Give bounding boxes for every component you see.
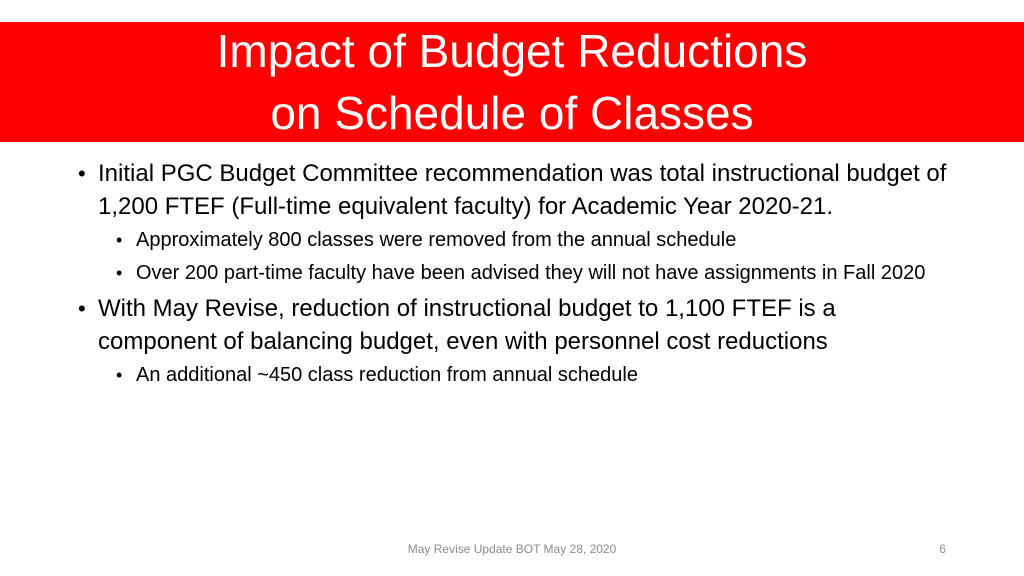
sub-bullet-item — [70, 227, 960, 254]
bullet-dot-icon: • — [78, 161, 86, 186]
page-number: 6 — [939, 542, 946, 556]
bullet-dot-icon: • — [78, 296, 86, 321]
sub-bullet-text: Approximately 800 classes were removed from the annual schedule — [136, 229, 737, 251]
bullet-item — [70, 158, 960, 223]
bullet-text: With May Revise, reduction of instructional budget to 1,100 FTEF is a component of balancing budget, even with personnel cost reductions — [98, 295, 836, 355]
sub-bullet-item — [70, 362, 960, 389]
bullet-text: Initial PGC Budget Committee recommendation was total instructional budget of 1,200 FTEF (Full-time equivalent faculty) for Academic Year 2020-21. — [98, 160, 947, 220]
bullet-item — [70, 293, 960, 358]
sub-bullet-item — [70, 260, 960, 287]
bullet-dot-icon: • — [116, 365, 123, 385]
title-band — [0, 22, 1024, 142]
slide-title — [0, 22, 1024, 142]
slide-title-line-2: on Schedule of Classes — [270, 87, 754, 139]
slide-content — [70, 158, 960, 395]
slide-footer: May Revise Update BOT May 28, 2020 — [407, 542, 617, 556]
sub-bullet-text: Over 200 part-time faculty have been advised they will not have assignments in Fall 2020 — [136, 262, 926, 284]
bullet-dot-icon: • — [116, 263, 123, 283]
bullet-dot-icon: • — [116, 230, 123, 250]
sub-bullet-text: An additional ~450 class reduction from annual schedule — [136, 364, 638, 386]
slide-title-line-1: Impact of Budget Reductions — [216, 25, 808, 77]
